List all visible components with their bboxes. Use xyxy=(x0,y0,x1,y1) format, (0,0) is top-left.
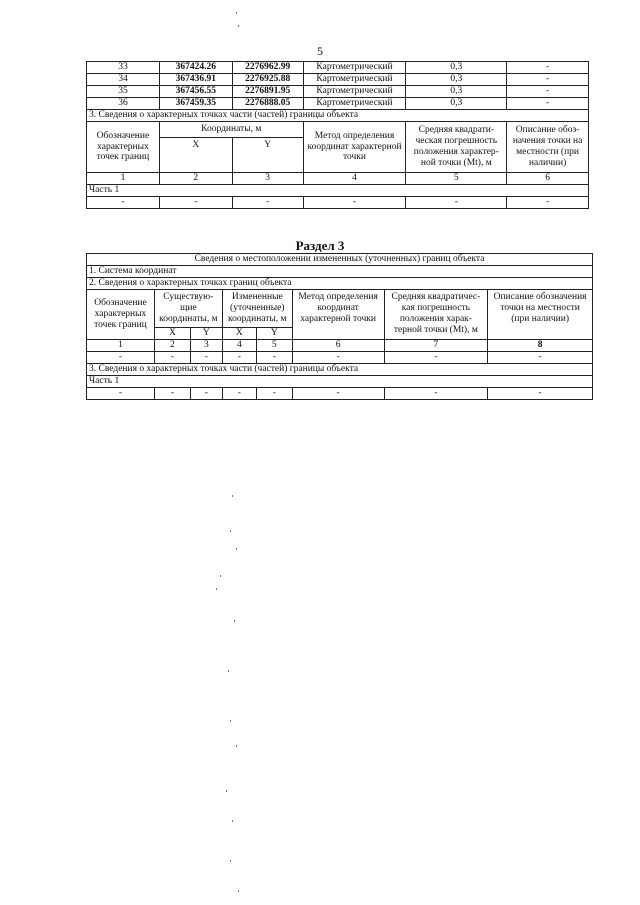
cell-method: Картометрический xyxy=(303,62,406,74)
colnum: 1 xyxy=(87,339,155,351)
header-designation: Обозначение характерных точек границ xyxy=(87,122,160,173)
cell-mt: 0,3 xyxy=(406,86,507,98)
section3-caption: Сведения о местоположении измененных (уточненных) границ объекта xyxy=(87,254,593,266)
empty-cell: - xyxy=(87,196,160,208)
empty-cell: - xyxy=(190,387,222,399)
colnum: 2 xyxy=(159,172,232,184)
cell-n: 33 xyxy=(87,62,160,74)
empty-cell: - xyxy=(384,387,488,399)
header-method: Метод определения координат характерной точки xyxy=(292,290,384,340)
page-number: 5 xyxy=(317,44,323,58)
empty-cell: - xyxy=(87,351,155,363)
colnum: 5 xyxy=(256,339,292,351)
empty-cell: - xyxy=(87,387,155,399)
part3-title: 3. Сведения о характерных точках части (частей) границы объекта xyxy=(87,110,589,122)
header-description: Описание обоз-начения точки на местности (при наличии) xyxy=(507,122,589,173)
header-changed: Измененные (уточненные) координаты, м xyxy=(222,290,292,328)
coordinate-row xyxy=(87,98,589,110)
cell-method: Картометрический xyxy=(303,98,406,110)
empty-cell: - xyxy=(292,351,384,363)
header-mt: Средняя квадратичес-кая погрешность положения харак-терной точки (Mt), м xyxy=(384,290,488,340)
cell-mt: 0,3 xyxy=(406,74,507,86)
cell-desc: - xyxy=(507,74,589,86)
section3-item2: 2. Сведения о характерных точках границ объекта xyxy=(87,278,593,290)
cell-desc: - xyxy=(507,62,589,74)
cell-y: 2276891.95 xyxy=(232,86,303,98)
header-designation: Обозначение характерных точек границ xyxy=(87,290,155,340)
coordinate-row xyxy=(87,62,589,74)
changed-boundaries-table xyxy=(86,253,593,400)
empty-cell: - xyxy=(222,387,256,399)
header-x: X xyxy=(159,137,232,172)
cell-mt: 0,3 xyxy=(406,98,507,110)
empty-cell: - xyxy=(256,351,292,363)
header-x: X xyxy=(222,327,256,339)
coordinates-table-continued xyxy=(86,61,589,209)
colnum: 7 xyxy=(384,339,488,351)
part-label: Часть 1 xyxy=(87,375,593,387)
cell-y: 2276962.99 xyxy=(232,62,303,74)
empty-cell: - xyxy=(406,196,507,208)
empty-cell: - xyxy=(159,196,232,208)
cell-desc: - xyxy=(507,86,589,98)
header-y: Y xyxy=(190,327,222,339)
cell-x: 367456.55 xyxy=(159,86,232,98)
header-y: Y xyxy=(232,137,303,172)
colnum: 8 xyxy=(488,339,593,351)
empty-cell: - xyxy=(222,351,256,363)
cell-method: Картометрический xyxy=(303,86,406,98)
cell-n: 34 xyxy=(87,74,160,86)
empty-cell: - xyxy=(303,196,406,208)
header-y: Y xyxy=(256,327,292,339)
header-coordinates: Координаты, м xyxy=(159,122,303,138)
header-description: Описание обозначения точки на местности (при наличии) xyxy=(488,290,593,340)
empty-cell: - xyxy=(384,351,488,363)
cell-desc: - xyxy=(507,98,589,110)
cell-x: 367459.35 xyxy=(159,98,232,110)
colnum: 3 xyxy=(232,172,303,184)
colnum: 5 xyxy=(406,172,507,184)
colnum: 4 xyxy=(303,172,406,184)
colnum: 2 xyxy=(154,339,190,351)
cell-n: 36 xyxy=(87,98,160,110)
section3-item1: 1. Система координат xyxy=(87,266,593,278)
colnum: 4 xyxy=(222,339,256,351)
colnum: 1 xyxy=(87,172,160,184)
empty-cell: - xyxy=(488,387,593,399)
cell-x: 367436.91 xyxy=(159,74,232,86)
header-method: Метод определения координат характерной точки xyxy=(303,122,406,173)
part-label: Часть 1 xyxy=(87,184,589,196)
empty-cell: - xyxy=(232,196,303,208)
colnum: 6 xyxy=(507,172,589,184)
cell-n: 35 xyxy=(87,86,160,98)
empty-cell: - xyxy=(507,196,589,208)
coordinate-row xyxy=(87,74,589,86)
section-title: Раздел 3 xyxy=(295,238,345,253)
empty-cell: - xyxy=(154,387,190,399)
section3-item3: 3. Сведения о характерных точках части (частей) границы объекта xyxy=(87,363,593,375)
cell-mt: 0,3 xyxy=(406,62,507,74)
colnum: 6 xyxy=(292,339,384,351)
header-mt: Средняя квадрати-ческая погрешность положения характер-ной точки (Mt), м xyxy=(406,122,507,173)
empty-cell: - xyxy=(488,351,593,363)
colnum: 3 xyxy=(190,339,222,351)
empty-cell: - xyxy=(190,351,222,363)
cell-x: 367424.26 xyxy=(159,62,232,74)
empty-cell: - xyxy=(256,387,292,399)
coordinate-row xyxy=(87,86,589,98)
empty-cell: - xyxy=(154,351,190,363)
cell-method: Картометрический xyxy=(303,74,406,86)
header-existing: Существую-щие координаты, м xyxy=(154,290,222,328)
empty-cell: - xyxy=(292,387,384,399)
header-x: X xyxy=(154,327,190,339)
cell-y: 2276888.05 xyxy=(232,98,303,110)
cell-y: 2276925.88 xyxy=(232,74,303,86)
